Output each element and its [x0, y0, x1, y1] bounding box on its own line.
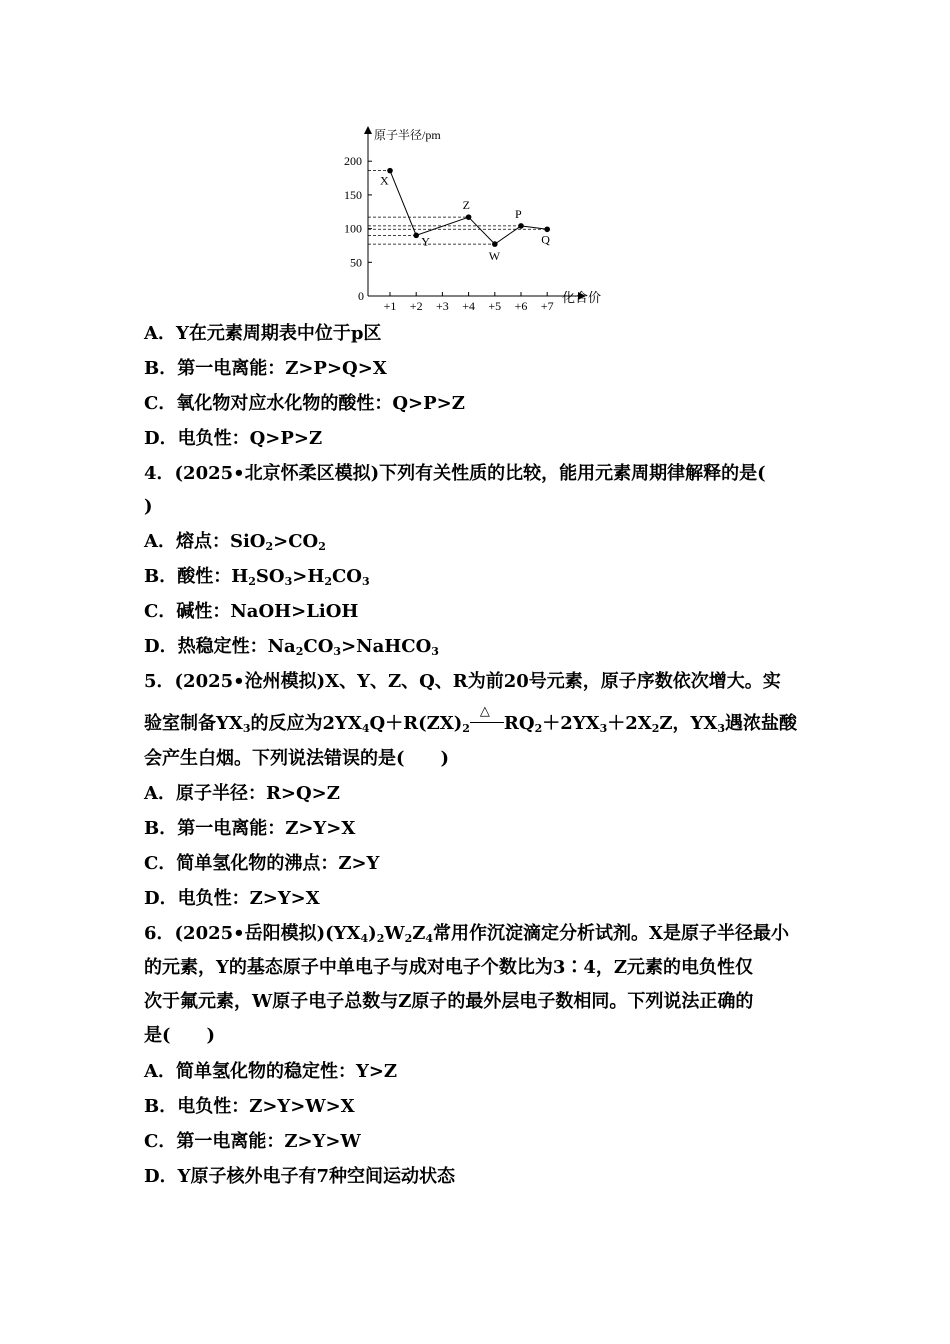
y-tick-label: 50 [350, 255, 362, 270]
q3-option-c: C．氧化物对应水化物的酸性：Q>P>Z [144, 393, 465, 414]
data-point-q [544, 226, 550, 232]
x-ticks [384, 292, 554, 312]
y-tick-label: 200 [344, 154, 362, 169]
x-tick-label: +3 [436, 299, 449, 312]
data-point-p [518, 223, 524, 229]
q4-option-a: A．熔点：$SiO_2>CO_2$ [144, 531, 326, 553]
point-label-q: Q [541, 232, 550, 247]
point-label-x: X [380, 173, 389, 188]
q4-option-b: B．酸性：$H_2SO_3>H_2CO_3$ [144, 566, 370, 588]
data-point-z [466, 214, 472, 220]
q3-option-d: D．电负性：Q>P>Z [144, 428, 323, 449]
q5-stem-line2: 验室制备$YX_3$的反应为$2YX_4Q+R(ZX)_2$ △ $RQ_2+2YX_3+2X_2Z$，$YX_3$遇浓盐酸 [144, 704, 797, 735]
data-points [380, 168, 550, 263]
q5-stem-line1: 5．(2025•沧州模拟)X、Y、Z、Q、R为前20号元素，原子序数依次增大。实 [144, 671, 781, 692]
x-tick-label: +1 [383, 299, 397, 312]
x-tick-label: +6 [514, 299, 528, 312]
q3-option-a: A．Y在元素周期表中位于p区 [144, 323, 382, 344]
q6-stem-line4: 是( ) [144, 1025, 216, 1046]
q5-option-d: D．电负性：Z>Y>X [144, 888, 320, 909]
atomic-radius-chart [330, 122, 620, 312]
q6-stem-line1: 6．(2025•岳阳模拟)$(YX_4)_2W_2Z_4$常用作沉淀滴定分析试剂。X是原子半径最小 [144, 923, 789, 945]
q6-stem-line3: 次于氟元素，W原子电子总数与Z原子的最外层电子数相同。下列说法正确的 [144, 991, 754, 1012]
q3-option-b: B．第一电离能：Z>P>Q>X [144, 358, 387, 379]
point-label-w: W [488, 249, 501, 264]
q6-option-d: D．Y原子核外电子有7种空间运动状态 [144, 1166, 455, 1187]
x-axis-label: 化合价 [562, 290, 602, 305]
x-tick-label: +4 [462, 299, 475, 312]
chart-axes [368, 130, 582, 296]
x-tick-label: +5 [488, 299, 502, 312]
x-tick-label: +2 [409, 299, 423, 312]
q4-option-c: C．碱性：NaOH>LiOH [144, 601, 359, 622]
q5-option-a: A．原子半径：R>Q>Z [144, 783, 340, 804]
point-label-p: P [515, 206, 522, 221]
y-tick-label: 150 [344, 187, 362, 202]
heat-condition: △ [470, 713, 504, 731]
data-point-x [387, 168, 393, 174]
q4-option-d: D．热稳定性：$Na_2CO_3>NaHCO_3$ [144, 636, 439, 658]
point-label-z: Z [462, 198, 470, 213]
q5-option-c: C．简单氢化物的沸点：Z>Y [144, 853, 380, 874]
data-point-w [492, 241, 498, 247]
q5-option-b: B．第一电离能：Z>Y>X [144, 818, 356, 839]
origin-label: 0 [358, 289, 364, 303]
q4-stem-end: ) [144, 496, 153, 517]
x-tick-label: +7 [540, 299, 554, 312]
y-tick-label: 100 [344, 221, 362, 236]
q4-stem: 4．(2025•北京怀柔区模拟)下列有关性质的比较，能用元素周期律解释的是( [144, 463, 766, 484]
y-axis-label: 原子半径/pm [374, 128, 441, 142]
data-point-y [413, 233, 419, 239]
q6-option-b: B．电负性：Z>Y>W>X [144, 1096, 355, 1117]
q6-option-a: A．简单氢化物的稳定性：Y>Z [144, 1061, 398, 1082]
point-label-y: Y [421, 234, 430, 249]
q6-option-c: C．第一电离能：Z>Y>W [144, 1131, 361, 1152]
q6-stem-line2: 的元素，Y的基态原子中单电子与成对电子个数比为3∶4，Z元素的电负性仅 [144, 957, 754, 978]
q5-stem-line3: 会产生白烟。下列说法错误的是( ) [144, 748, 450, 769]
